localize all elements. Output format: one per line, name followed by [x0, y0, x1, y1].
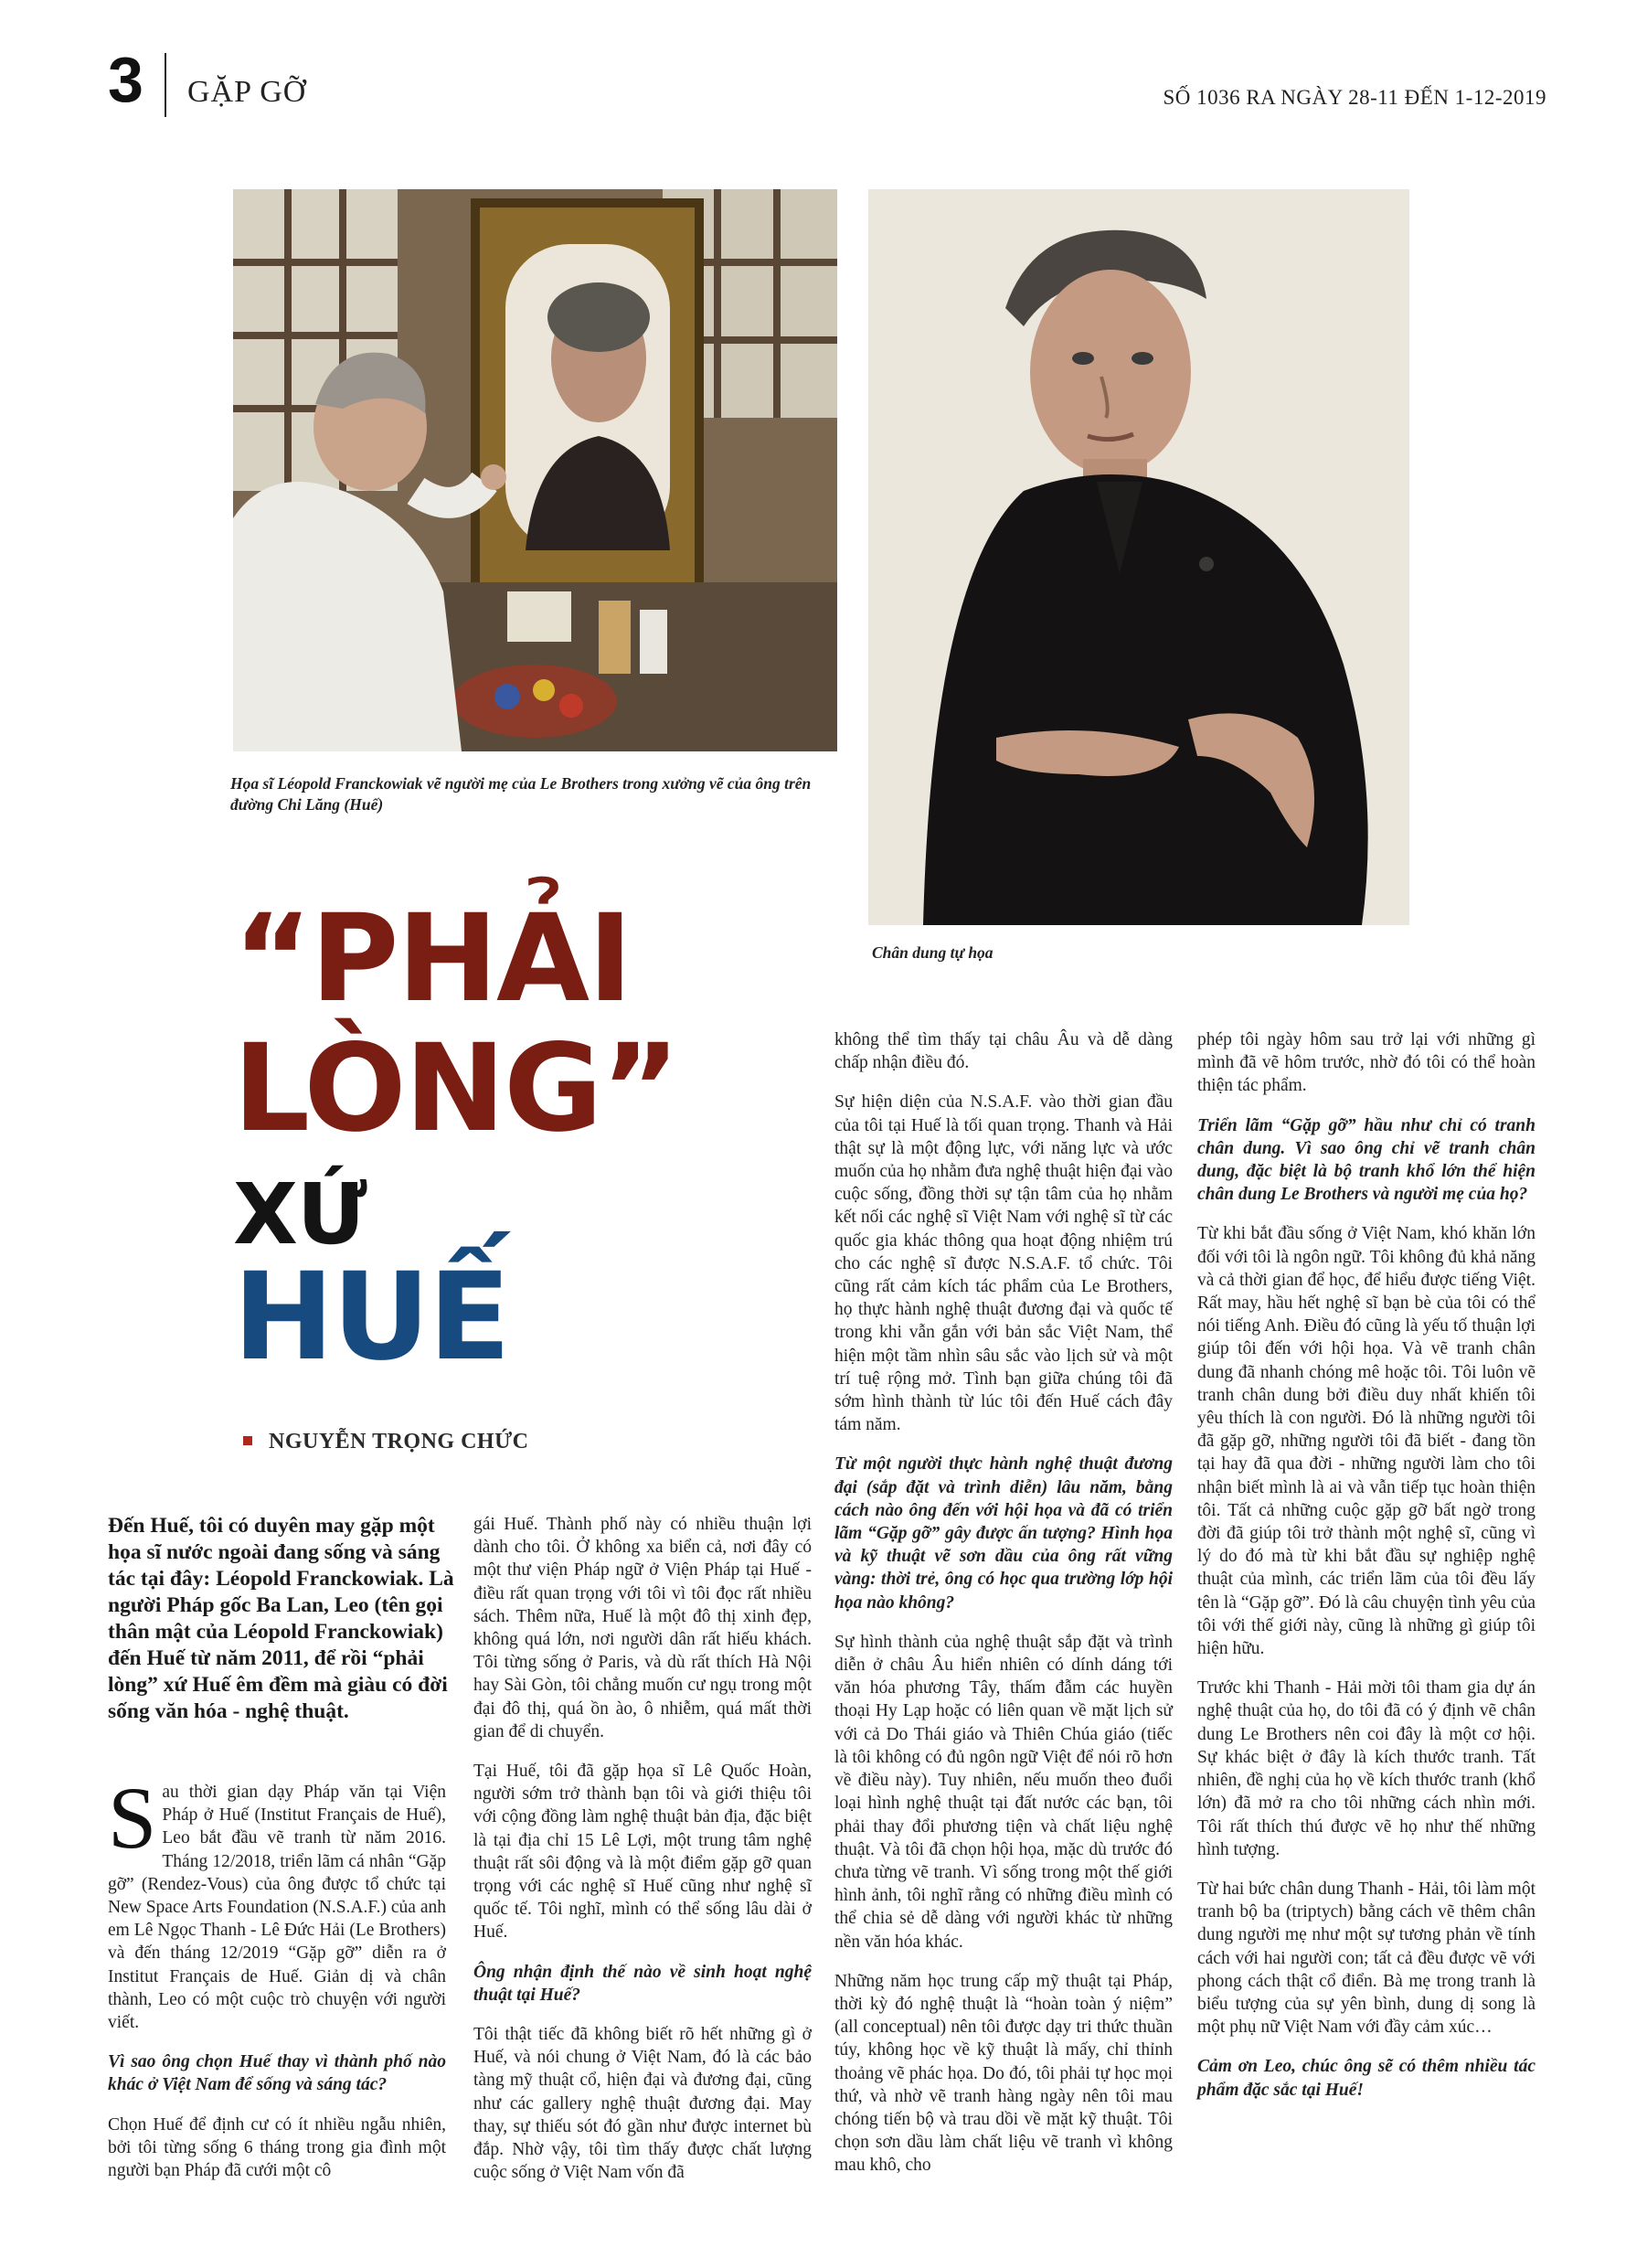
interview-question: Ông nhận định thế nào về sinh hoạt nghệ thuật tại Huế?: [473, 1962, 812, 2005]
paragraph: Trước khi Thanh - Hải mời tôi tham gia dự án nghệ thuật của họ, do tôi đã có ý định vẽ chân dung Le Brothers nên coi đây là một cơ hội. Sự khác biệt ở đây là kích thước tranh. Tất nhiên, đề nghị của họ về kích thước tranh (khổ lớn) đã mở ra cho tôi những cách nhìn mới. Tôi rất thích thú được vẽ họ như thế những hình tượng.: [1197, 1678, 1535, 1859]
paragraph: Sự hiện diện của N.S.A.F. vào thời gian đầu của tôi tại Huế là tối quan trọng. Thanh và Hải thật sự là một động lực, với năng lực và ước muốn của họ nhằm đưa nghệ thuật hiện đại vào cuộc sống, đồng thời sự tận tâm của họ nhằm kết nối các nghệ sĩ Việt Nam với nghệ sĩ từ các quốc gia khác thông qua hoạt động nhiệm trú cho các nghệ sĩ được N.S.A.F. tổ chức. Tôi cũng rất cảm kích tác phẩm của Le Brothers, họ thực hành nghệ thuật đương đại và quốc tế trong khi vẫn gắn với bản sắc Việt Nam, thể hiện một tầm nhìn sâu sắc vào lịch sử và một trí tuệ rộng mở. Tình bạn giữa chúng tôi đã sớm hình thành từ lúc tôi đến Huế cách đây tám năm.: [834, 1092, 1173, 1435]
drop-cap: S: [108, 1769, 157, 1867]
interview-question: Vì sao ông chọn Huế thay vì thành phố nào khác ở Việt Nam để sống và sáng tác?: [108, 2052, 446, 2095]
byline-author: NGUYỄN TRỌNG CHỨC: [269, 1430, 529, 1453]
paragraph: Sự hình thành của nghệ thuật sắp đặt và trình diễn ở châu Âu hiển nhiên có dính dáng tới văn hóa phương Tây, thấm đẫm các huyền thoại Hy Lạp hoặc có liên quan về mặt lịch sử với cả Do Thái giáo và Thiên Chúa giáo (tiếc là tôi không có đủ ngôn ngữ Việt để nói rõ hơn về điều này). Tuy nhiên, nếu muốn theo đuổi loại hình nghệ thuật tại đất nước các bạn, tôi phải thay đổi phương tiện và chất liệu nghệ thuật. Và tôi đã chọn hội họa, mặc dù trước đó chưa từng vẽ tranh. Vì sống trong một thế giới hình ảnh, tôi nghĩ rằng có những điều mình có thể chia sẻ dễ dàng với người khác từ những nền văn hóa khác.: [834, 1632, 1173, 1952]
lead-paragraph: Đến Huế, tôi có duyên may gặp một họa sĩ nước ngoài đang sống và sáng tác tại đây: Léopold Franckowiak. Là người Pháp gốc Ba Lan, Leo (tên gọi thân mật của Léopold Franckowiak) đến Huế từ năm 2011, để rồi “phải lòng” xứ Huế êm đềm mà giàu có đời sống văn hóa - nghệ thuật.: [108, 1514, 454, 1723]
paragraph: Từ hai bức chân dung Thanh - Hải, tôi làm một tranh bộ ba (triptych) bằng cách vẽ thêm chân dung người mẹ như một sự tương phản về tính cách với hai người con; tất cả đều được vẽ với phong cách thật cổ điển. Bà mẹ trong tranh là biểu tượng của sự yên bình, dung dị song là một phụ nữ Việt Nam với đầy cảm xúc…: [1197, 1879, 1535, 2038]
paragraph: Từ khi bắt đầu sống ở Việt Nam, khó khăn lớn đối với tôi là ngôn ngữ. Tôi không đủ khả năng và cả thời gian để học, để hiểu được tiếng Việt. Rất may, hầu hết nghệ sĩ bạn bè của tôi có thể nói tiếng Anh. Điều đó cũng là yếu tố thuận lợi giúp tôi đến với hội họa. Và vẽ tranh chân dung đã nhanh chóng mê hoặc tôi. Tôi luôn vẽ tranh chân dung bởi điều duy nhất khiến tôi yêu thích là con người. Đó là những người tôi đã gặp gỡ, những người tôi đã biết - đang tồn tại hay đã qua đời - những người làm cho tôi nhận biết mình là ai và vẫn tiếp tục hoàn thiện tôi. Tất cả những cuộc gặp gỡ bất ngờ trong đời đã giúp tôi trở thành một nghệ sĩ, cũng vì lý do đó mà từ khi bắt đầu sự nghiệp nghệ thuật của mình, các triển lãm của tôi đều lấy tên là “Gặp gỡ”. Đó là câu chuyện tình yêu của tôi với thế giới này, cũng là những gì giúp tôi hiện hữu.: [1197, 1224, 1535, 1659]
paragraph: Chọn Huế để định cư có ít nhiều ngẫu nhiên, bởi tôi từng sống 6 tháng trong gia đình một người bạn Pháp đã cưới một cô: [108, 2114, 446, 2181]
photo-painter-at-easel: [233, 189, 837, 751]
paragraph: Tôi thật tiếc đã không biết rõ hết những gì ở Huế, và nói chung ở Việt Nam, đó là các bảo tàng mỹ thuật cổ, hiện đại và đương đại, cũng như các gallery nghệ thuật đương đại. May thay, sự thiếu sót đó gần như được internet bù đắp. Nhờ vậy, tôi tìm thấy được chất lượng cuộc sống ở Việt Nam vốn đã: [473, 2025, 812, 2183]
paragraph: không thể tìm thấy tại châu Âu và dễ dàng chấp nhận điều đó.: [834, 1030, 1173, 1073]
issue-info: SỐ 1036 RA NGÀY 28-11 ĐẾN 1-12-2019: [1163, 86, 1546, 109]
painter-illustration: [233, 189, 837, 751]
photo-self-portrait: [868, 189, 1409, 925]
interview-question: Từ một người thực hành nghệ thuật đương đại (sắp đặt và trình diễn) lâu năm, bằng cách nào ông đến với hội họa và đã có triển lãm “Gặp gỡ” gây được ấn tượng? Hình họa và kỹ thuật vẽ sơn dầu của ông rất vững vàng: thời trẻ, ông có học qua trường lớp hội họa nào không?: [834, 1454, 1173, 1613]
byline-bullet-icon: [243, 1436, 252, 1445]
page-number: 3: [108, 44, 143, 115]
headline-line-1: “PHẢI: [233, 889, 632, 1029]
paragraph: [108, 1769, 446, 2034]
paragraph: Tại Huế, tôi đã gặp họa sĩ Lê Quốc Hoàn, người sớm trở thành bạn tôi và giới thiệu tôi với cộng đồng làm nghệ thuật bản địa, đặc biệt là tại địa chỉ 15 Lê Lợi, một trung tâm nghệ thuật rất sôi động và là một điểm gặp gỡ quan trọng với các nghệ sĩ Huế cũng như nghệ sĩ quốc tế. Tôi nghĩ, mình có thể sống lâu dài ở Huế.: [473, 1762, 812, 1943]
self-portrait-illustration: [868, 189, 1409, 925]
headline-line-4: HUẾ: [233, 1247, 509, 1388]
header-divider: [165, 53, 166, 117]
paragraph: phép tôi ngày hôm sau trở lại với những gì mình đã vẽ hôm trước, nhờ đó tôi có thể hoàn thiện tác phẩm.: [1197, 1030, 1535, 1096]
body-column-1: [108, 1769, 446, 2199]
interview-question: Triển lãm “Gặp gỡ” hầu như chỉ có tranh chân dung. Vì sao ông chỉ vẽ tranh chân dung, đặc biệt là bộ tranh khổ lớn thể hiện chân dung Le Brothers và người mẹ của họ?: [1197, 1115, 1535, 1205]
photo-caption-self-portrait: Chân dung tự họa: [872, 943, 994, 962]
body-column-3: [834, 1028, 1173, 2194]
body-column-4: [1197, 1028, 1535, 2118]
paragraph: gái Huế. Thành phố này có nhiều thuận lợi dành cho tôi. Ở không xa biển cả, nơi đây có một thư viện Pháp ngữ ở Viện Pháp tại Huế - điều rất quan trọng với tôi vì tôi đọc rất nhiều sách. Thêm nữa, Huế là một đô thị xinh đẹp, không quá lớn, nơi người dân rất hiếu khách. Tôi từng sống ở Paris, và dù rất thích Hà Nội hay Sài Gòn, tôi chẳng muốn cư ngụ trong một đại đô thị, quá ồn ào, ô nhiễm, quá mất thời gian để di chuyển.: [473, 1515, 812, 1741]
closing-remark: Cảm ơn Leo, chúc ông sẽ có thêm nhiều tác phẩm đặc sắc tại Huế!: [1197, 2057, 1535, 2100]
byline: [243, 1430, 529, 1454]
headline-line-2: LÒNG”: [233, 1018, 679, 1159]
section-title: GẶP GỠ: [187, 75, 307, 109]
body-column-2: [473, 1513, 812, 2200]
headline-line-3: XỨ: [233, 1166, 367, 1263]
paragraph: Những năm học trung cấp mỹ thuật tại Pháp, thời kỳ đó nghệ thuật là “hoàn toàn ý niệm” (all conceptual) nên tôi được dạy tri thức thuần túy, không học về kỹ thuật là mấy, chỉ thỉnh thoảng vẽ phác họa. Do đó, tôi phải tự học mọi thứ, và nhờ vẽ tranh hàng ngày nên tôi mau chóng tiến bộ và trau dồi về mặt kỹ thuật. Tôi chọn sơn dầu làm chất liệu vẽ tranh vì không mau khô, cho: [834, 1971, 1173, 2176]
paragraph-text: au thời gian dạy Pháp văn tại Viện Pháp ở Huế (Institut Français de Huế), Leo bắt đầu vẽ tranh từ năm 2016. Tháng 12/2018, triển lãm cá nhân “Gặp gỡ” (Rendez-Vous) của ông được tổ chức tại New Space Arts Foundation (N.S.A.F.) của anh em Lê Ngọc Thanh - Lê Đức Hải (Le Brothers) và đến tháng 12/2019 “Gặp gỡ” diễn ra ở Institut Français de Huế. Giản dị và chân thành, Leo có một cuộc trò chuyện với người viết.: [108, 1783, 446, 2033]
photo-caption-painter: Họa sĩ Léopold Franckowiak vẽ người mẹ của Le Brothers trong xưởng vẽ của ông trên đường Chi Lăng (Huế): [230, 774, 812, 814]
